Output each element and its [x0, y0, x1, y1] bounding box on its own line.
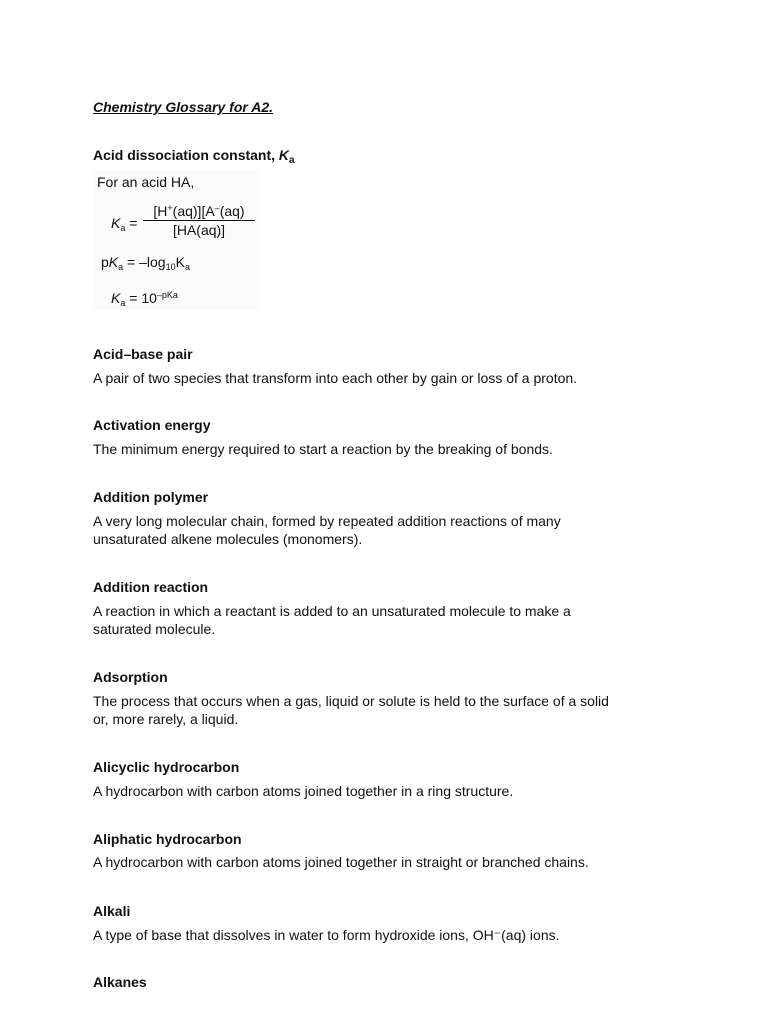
definition-alkali: A type of base that dissolves in water to form hydroxide ions, OH⁻(aq) ions. [93, 927, 560, 943]
term-acid-base-pair: Acid–base pair [93, 346, 193, 362]
term-addition-reaction: Addition reaction [93, 579, 209, 595]
ka-power-equation: $K_a = 10^{-pKa}$ [111, 290, 178, 308]
definition-adsorption-line-2: or, more rarely, a liquid. [93, 711, 239, 727]
definition-addition-reaction-line-1: A reaction in which a reactant is added to an unsaturated molecule to make a [93, 603, 571, 619]
definition-addition-polymer-line-2: unsaturated alkene molecules (monomers). [93, 531, 363, 547]
term-aliphatic-hydrocarbon: Aliphatic hydrocarbon [93, 831, 242, 847]
ka-fraction [143, 203, 255, 238]
term-alicyclic-hydrocarbon: Alicyclic hydrocarbon [93, 759, 240, 775]
formula-intro: For an acid HA, [97, 174, 195, 190]
pka-equation: $pK_a = -\log_{10}K_a$ [101, 254, 190, 272]
term-adsorption: Adsorption [93, 669, 168, 685]
ka-lhs: $K_a$ = [111, 215, 138, 233]
term-subscript: a [289, 155, 295, 166]
definition-acid-base-pair: A pair of two species that transform into each other by gain or loss of a proton. [93, 370, 578, 386]
definition-adsorption-line-1: The process that occurs when a gas, liquid or solute is held to the surface of a solid [93, 693, 609, 709]
definition-addition-reaction-line-2: saturated molecule. [93, 621, 216, 637]
term-alkanes: Alkanes [93, 974, 147, 990]
term-addition-polymer: Addition polymer [93, 489, 209, 505]
term-alkali: Alkali [93, 903, 131, 919]
term-activation-energy: Activation energy [93, 417, 211, 433]
term-symbol: K [278, 147, 290, 163]
ka-formula-box [93, 170, 258, 310]
ka-denominator: [HA(aq)] [172, 222, 226, 238]
definition-alicyclic-hydrocarbon: A hydrocarbon with carbon atoms joined together in a ring structure. [93, 783, 514, 799]
definition-activation-energy: The minimum energy required to start a reaction by the breaking of bonds. [93, 441, 553, 457]
definition-addition-polymer-line-1: A very long molecular chain, formed by repeated addition reactions of many [93, 513, 561, 529]
term-text: Acid dissociation constant, [93, 147, 279, 163]
definition-aliphatic-hydrocarbon: A hydrocarbon with carbon atoms joined together in straight or branched chains. [93, 854, 589, 870]
page-title: Chemistry Glossary for A2. [93, 99, 273, 115]
ka-numerator: [H+(aq)][A–(aq) [143, 203, 255, 221]
term-acid-dissociation-constant [93, 146, 295, 164]
